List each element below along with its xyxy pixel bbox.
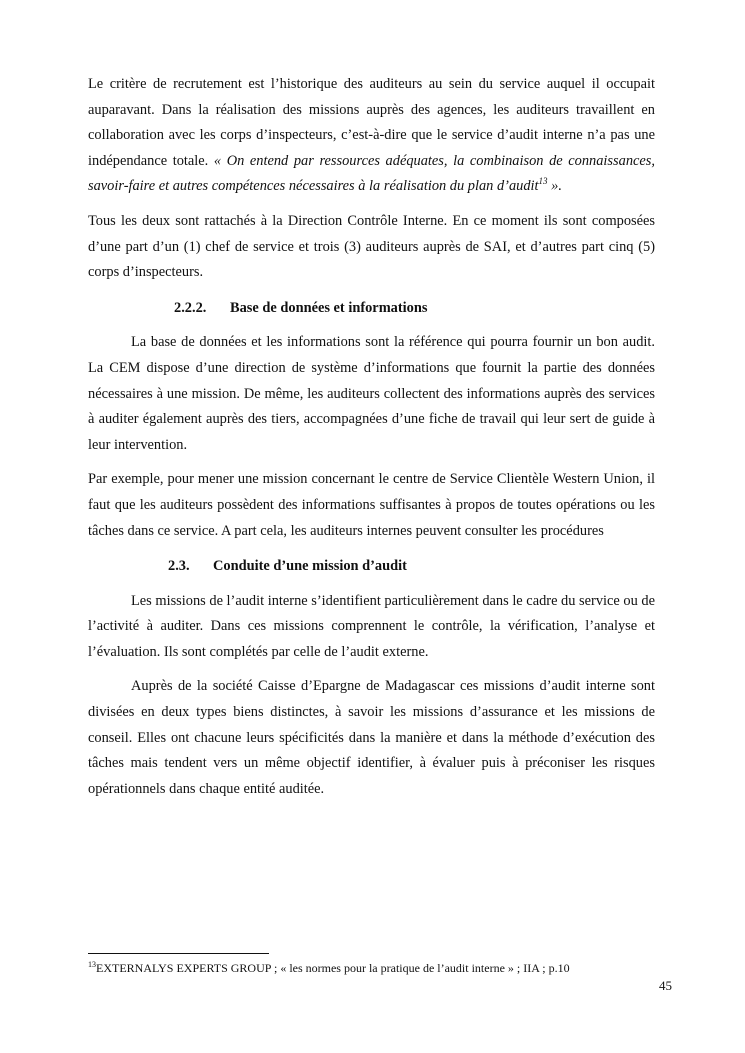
footnote-text: EXTERNALYS EXPERTS GROUP ; « les normes pour la pratique de l’audit interne » ; IIA ; p.10 [96, 961, 570, 975]
quote-end: ». [547, 178, 562, 195]
section-number: 2.3. [168, 558, 190, 575]
paragraph-example: Par exemple, pour mener une mission concernant le centre de Service Clientèle Western Union, il faut que les auditeurs possèdent des informations suffisantes à propos de toutes opérations ou les tâches dans ce service. A part cela, les auditeurs internes peuvent consulter les procédures [88, 471, 655, 539]
footnote [88, 960, 688, 976]
paragraph-recruitment [88, 72, 655, 200]
section-title: Conduite d’une mission d’audit [213, 558, 407, 575]
footnote-separator [88, 953, 269, 954]
page-body [88, 72, 655, 802]
quote-text: « On entend par ressources adéquates, la combinaison de connaissances, savoir-faire et autres compétences nécessaires à la réalisation du plan d’audit [88, 152, 655, 195]
paragraph-cem-missions: Auprès de la société Caisse d’Epargne de Madagascar ces missions d’audit interne sont divisées en deux types biens distinctes, à savoir les missions d’assurance et les missions de conseil. Elles ont chacune leurs spécificités dans la manière et dans la méthode d’exécution des tâches mais tendent vers un même objectif identifier, à évaluer puis à préconiser les risques opérationnels dans chaque entité auditée. [88, 678, 655, 797]
paragraph-attachment: Tous les deux sont rattachés à la Direction Contrôle Interne. En ce moment ils sont composées d’une part d’un (1) chef de service et trois (3) auditeurs auprès de SAI, et d’autres part cinq (5) corps d’inspecteurs. [88, 212, 655, 281]
section-heading-2-2-2 [88, 296, 655, 322]
section-title: Base de données et informations [230, 299, 428, 316]
page-number: 45 [659, 978, 672, 993]
section-heading-2-3 [88, 554, 655, 580]
footnote-reference: 13 [538, 176, 548, 187]
paragraph-missions: Les missions de l’audit interne s’identifient particulièrement dans le cadre du service ou de l’activité à auditer. Dans ces missions comprennent le contrôle, la vérification, l’analyse et l’évaluation. Ils sont complétés par celle de l’audit externe. [88, 592, 655, 660]
paragraph-recruitment-text: Le critère de recrutement est l’historique des auditeurs au sein du service auquel il occupait auparavant. Dans la réalisation des missions auprès des agences, les auditeurs travaillent en collaboration avec les corps d’inspecteurs, c’est-à-dire que le service d’audit interne n’a pas une indépendance totale. [88, 76, 655, 169]
paragraph-database: La base de données et les informations sont la référence qui pourra fournir un bon audit. La CEM dispose d’une direction de système d’informations que fournit la partie des données nécessaires à une mission. De même, les auditeurs collectent des informations auprès des services à auditer également auprès des tiers, accompagnées d’une fiche de travail qui leur sert de guide à leur intervention. [88, 334, 655, 453]
footnote-number: 13 [88, 960, 96, 969]
section-number: 2.2.2. [174, 299, 207, 316]
